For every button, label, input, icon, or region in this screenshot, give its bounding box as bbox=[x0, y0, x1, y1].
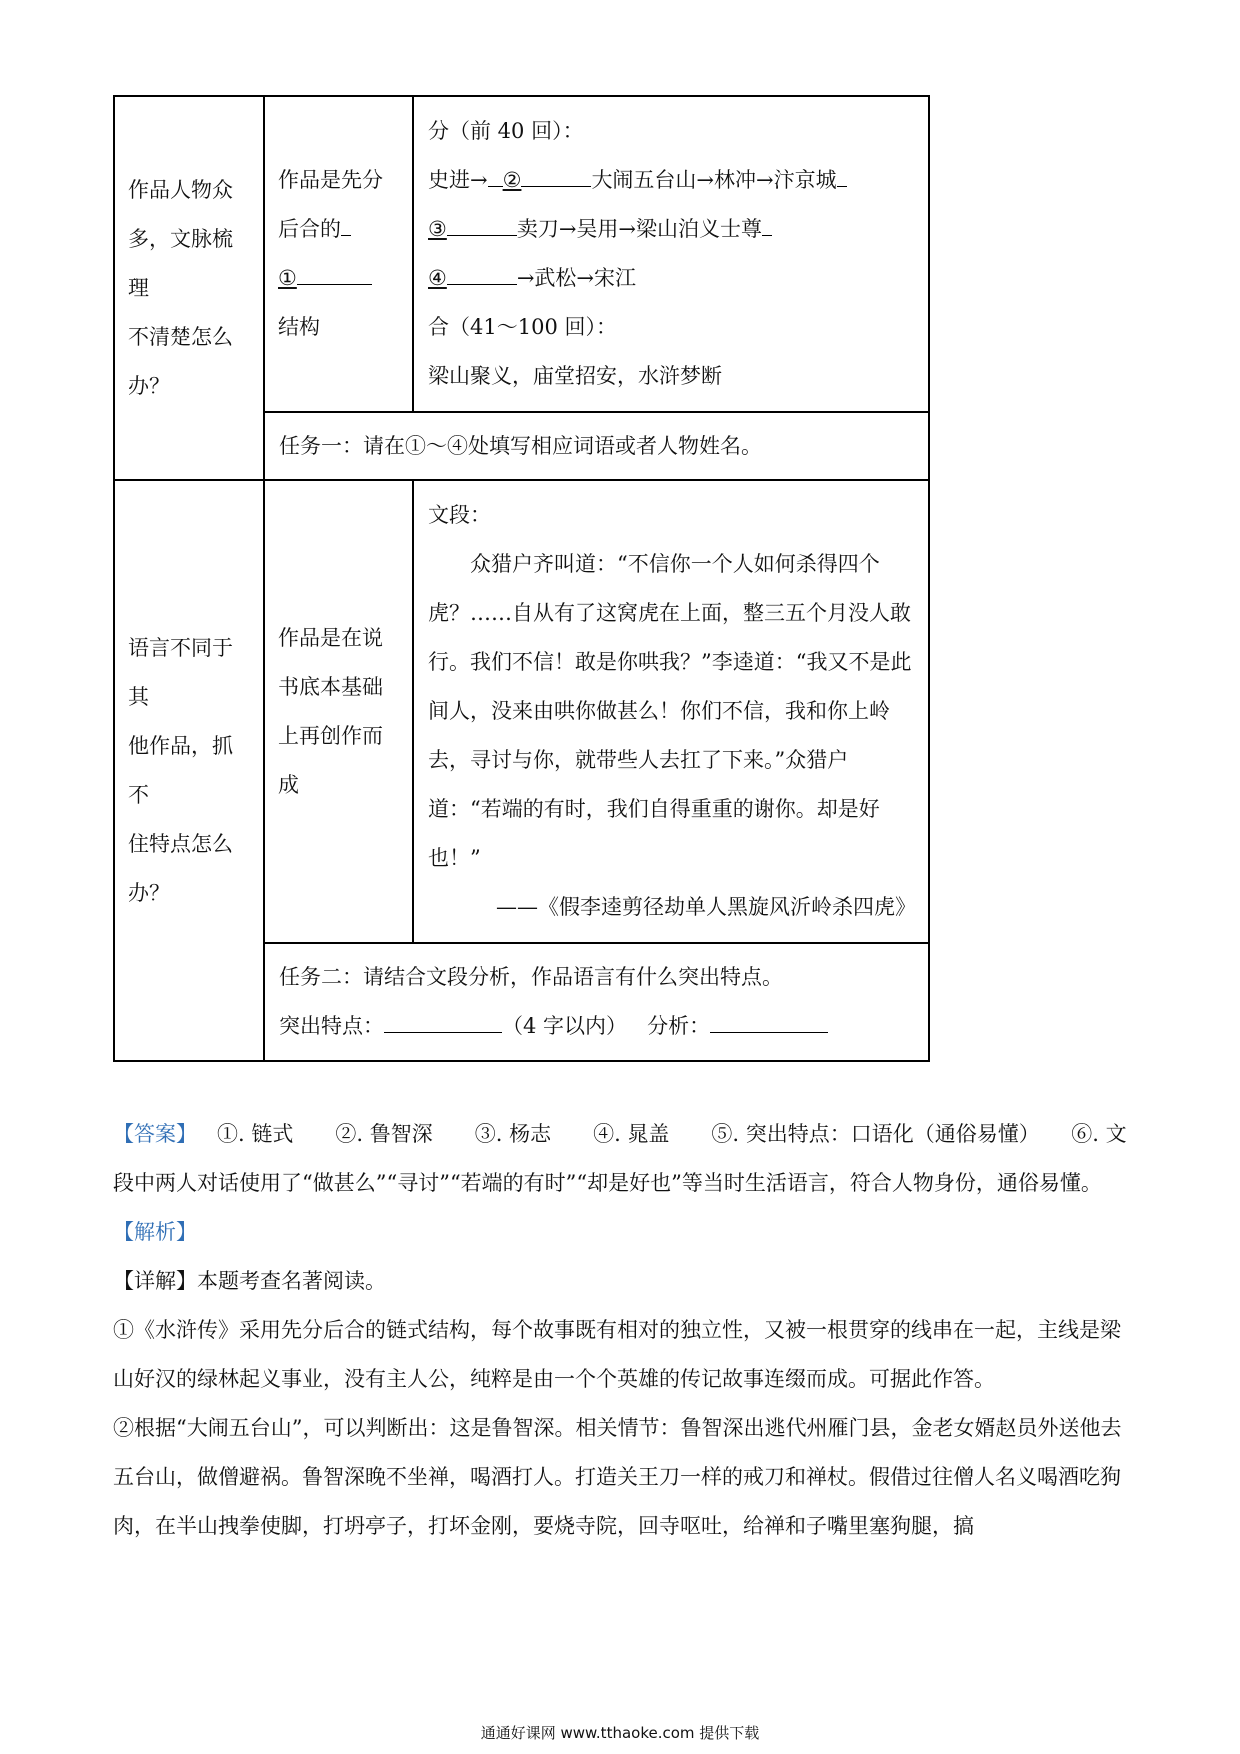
row2-feature-line: 上再创作而 bbox=[278, 723, 383, 748]
detail-heading: 文段： bbox=[428, 503, 491, 527]
row1-feature-line: 结构 bbox=[278, 315, 320, 339]
row2-question-line: 住特点怎么 bbox=[128, 831, 233, 856]
blank-number: ① bbox=[278, 266, 297, 290]
row1-detail-cell bbox=[413, 96, 929, 412]
detail-text: →武松→宋江 bbox=[516, 266, 637, 290]
detail-heading: 合（41～100 回）： bbox=[428, 315, 617, 339]
detail-text: 大闹五台山→林冲→汴京城 bbox=[591, 168, 837, 192]
blank-4 bbox=[447, 262, 517, 285]
blank-6 bbox=[710, 1010, 828, 1033]
blank-line bbox=[762, 213, 772, 236]
row1-question-line: 多，文脉梳理 bbox=[128, 226, 233, 300]
row1-question-cell bbox=[114, 96, 264, 480]
task-two bbox=[264, 943, 929, 1061]
blank-number: ② bbox=[502, 168, 522, 192]
blank-line bbox=[837, 164, 847, 187]
row1-feature-cell bbox=[264, 96, 413, 412]
row1-question-line: 不清楚怎么 bbox=[128, 324, 233, 349]
excerpt-paragraph: 众猎户齐叫道：“不信你一个人如何杀得四个虎？……自从有了这窝虎在上面，整三五个月没人敢行。我们不信！敢是你哄我？”李逵道：“我又不是此间人，没来由哄你做甚么！你们不信，我和你上岭去，寻讨与你，就带些人去扛了下来。”众猎户道：“若端的有时，我们自得重重的谢你。却是好也！” bbox=[428, 552, 912, 870]
blank-1 bbox=[297, 262, 372, 285]
page-footer: 通通好课网 www.tthaoke.com 提供下载 bbox=[480, 1724, 760, 1742]
blank-number: ③ bbox=[428, 217, 447, 241]
row2-detail-cell bbox=[413, 480, 929, 943]
analysis-detail: 【详解】本题考查名著阅读。 bbox=[113, 1269, 386, 1293]
task-two-limit: （4 字以内） bbox=[502, 1014, 628, 1038]
row2-feature-line: 书底本基础 bbox=[278, 674, 383, 699]
row2-question-cell bbox=[114, 480, 264, 1061]
detail-heading: 分（前 40 回）： bbox=[428, 119, 584, 143]
blank-5 bbox=[384, 1010, 502, 1033]
blank-line bbox=[341, 213, 351, 236]
task-two-line: 任务二：请结合文段分析，作品语言有什么突出特点。 bbox=[279, 965, 783, 989]
answer-label: 【答案】 bbox=[113, 1122, 197, 1146]
row2-feature-cell bbox=[264, 480, 413, 943]
analysis-paragraph: ①《水浒传》采用先分后合的链式结构，每个故事既有相对的独立性，又被一根贯穿的线串在一起，主线是梁山好汉的绿林起义事业，没有主人公，纯粹是由一个个英雄的传记故事连缀而成。可据此作答。 bbox=[113, 1318, 1121, 1391]
excerpt-source: ——《假李逵剪径劫单人黑旋风沂岭杀四虎》 bbox=[496, 895, 916, 919]
task-one: 任务一：请在①～④处填写相应词语或者人物姓名。 bbox=[264, 412, 929, 480]
analysis-paragraph: ②根据“大闹五台山”，可以判断出：这是鲁智深。相关情节：鲁智深出逃代州雁门县，金老女婿赵员外送他去五台山，做僧避祸。鲁智深晚不坐禅，喝酒打人。打造关王刀一样的戒刀和禅杖。假借过往僧人名义喝酒吃狗肉，在半山拽拳使脚，打坍亭子，打坏金刚，要烧寺院，回寺呕吐，给禅和子嘴里塞狗腿，搞 bbox=[113, 1416, 1122, 1538]
task-two-label: 分析： bbox=[647, 1014, 711, 1038]
row2-question-line: 语言不同于其 bbox=[128, 635, 233, 709]
row1-question-line: 办？ bbox=[128, 373, 170, 398]
row2-feature-line: 成 bbox=[278, 772, 299, 797]
row1-question-line: 作品人物众 bbox=[128, 177, 233, 202]
detail-text: 卖刀→吴用→梁山泊义士尊 bbox=[516, 217, 763, 241]
answer-section bbox=[113, 1110, 1128, 1551]
blank-number: ④ bbox=[428, 266, 447, 290]
blank-3 bbox=[447, 213, 517, 236]
blank-2 bbox=[521, 164, 591, 187]
row2-feature-line: 作品是在说 bbox=[278, 625, 383, 650]
detail-text: 史进→ bbox=[428, 168, 488, 192]
task-two-label: 突出特点： bbox=[279, 1014, 384, 1038]
row1-feature-line: 作品是先分 bbox=[278, 168, 383, 192]
blank-line bbox=[488, 164, 503, 187]
row2-question-line: 办？ bbox=[128, 880, 170, 905]
question-table bbox=[113, 95, 930, 1062]
analysis-label: 【解析】 bbox=[113, 1220, 197, 1244]
row2-question-line: 他作品，抓不 bbox=[128, 733, 233, 807]
row1-feature-line: 后合的 bbox=[278, 217, 341, 241]
answer-body: ①. 链式 ②. 鲁智深 ③. 杨志 ④. 晁盖 ⑤. 突出特点：口语化（通俗易懂） ⑥. 文段中两人对话使用了“做甚么”“寻讨”“若端的有时”“却是好也”等当时生活语言，符合人物身份，通俗易懂。 bbox=[113, 1122, 1127, 1195]
detail-text: 梁山聚义，庙堂招安，水浒梦断 bbox=[428, 364, 722, 388]
